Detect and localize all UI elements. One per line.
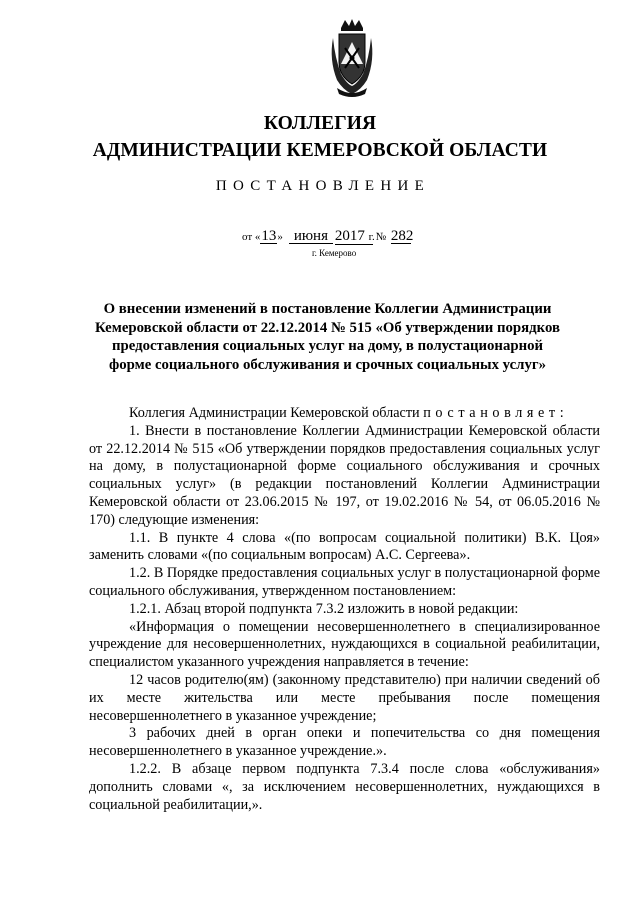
body-paragraph: 1.2.1. Абзац второй подпункта 7.3.2 изложить в новой редакции: bbox=[129, 600, 519, 617]
date-year-value: 2017 bbox=[334, 228, 365, 244]
date-year bbox=[335, 229, 373, 245]
date-day: 13 bbox=[261, 228, 277, 244]
body-paragraph: 3 рабочих дней в орган опеки и попечительства со дня помещения несовершеннолетнего в указанное учреждение.». bbox=[89, 725, 600, 760]
intro-resolves: постановляет: bbox=[423, 405, 569, 421]
date-prefix: от « bbox=[242, 231, 261, 243]
coat-of-arms-emblem bbox=[329, 18, 375, 100]
document-number: 282 bbox=[390, 228, 414, 244]
intro-text: Коллегия Администрации Кемеровской области bbox=[129, 405, 424, 421]
body-paragraph-intro bbox=[89, 405, 600, 423]
body-paragraph: 1.1. В пункте 4 слова «(по вопросам социальной политики) В.К. Цоя» заменить словами «(по социальным вопросам) А.С. Сергеева». bbox=[89, 529, 600, 564]
document-body bbox=[89, 405, 600, 814]
document-title: О внесении изменений в постановление Коллегии Администрации Кемеровской области от 22.12.2014 № 515 «Об утверждении порядков предоставления социальных услуг на дому, в полустационарной форме социального обслуживания и срочных социальных услуг» bbox=[95, 301, 560, 373]
document-type: ПОСТАНОВЛЕНИЕ bbox=[215, 178, 431, 194]
date-month: июня bbox=[289, 229, 333, 244]
body-paragraph: «Информация о помещении несовершеннолетнего в специализированное учреждение для несовершеннолетних, нуждающихся в социальной реабилитации, специалистом указанного учреждения направляется в течение: bbox=[89, 618, 600, 671]
date-close-quote: » bbox=[277, 231, 283, 243]
body-paragraph: 1.2. В Порядке предоставления социальных услуг в полустационарной форме социального обслуживания, утвержденном постановлением: bbox=[89, 565, 600, 599]
number-sign: № bbox=[375, 231, 387, 243]
body-paragraph: 1.2.2. В абзаце первом подпункта 7.3.4 после слова «обслуживания» дополнить словами «, за исключением несовершеннолетних, нуждающихся в социальной реабилитации,». bbox=[89, 760, 600, 813]
body-paragraph: 1. Внести в постановление Коллегии Администрации Кемеровской области от 22.12.2014 № 515 «Об утверждении порядков предоставления социальных услуг на дому, в полустационарной форме социального обслуживания и срочных социальных услуг» (в редакции постановлений Коллегии Администрации Кемеровской области от 23.06.2015 № 197, от 19.02.2016 № 54, от 06.05.2016 № 170) следующие изменения: bbox=[89, 422, 600, 528]
date-year-suffix: г. bbox=[368, 231, 375, 243]
date-line bbox=[242, 228, 414, 245]
header-line-1: КОЛЛЕГИЯ bbox=[263, 113, 377, 134]
body-paragraph: 12 часов родителю(ям) (законному представителю) при наличии сведений об их месте жительства или месте пребывания после помещения несовершеннолетнего в указанное учреждение; bbox=[89, 671, 600, 724]
header-line-2: АДМИНИСТРАЦИИ КЕМЕРОВСКОЙ ОБЛАСТИ bbox=[92, 140, 548, 161]
city-label: г. Кемерово bbox=[312, 248, 357, 258]
